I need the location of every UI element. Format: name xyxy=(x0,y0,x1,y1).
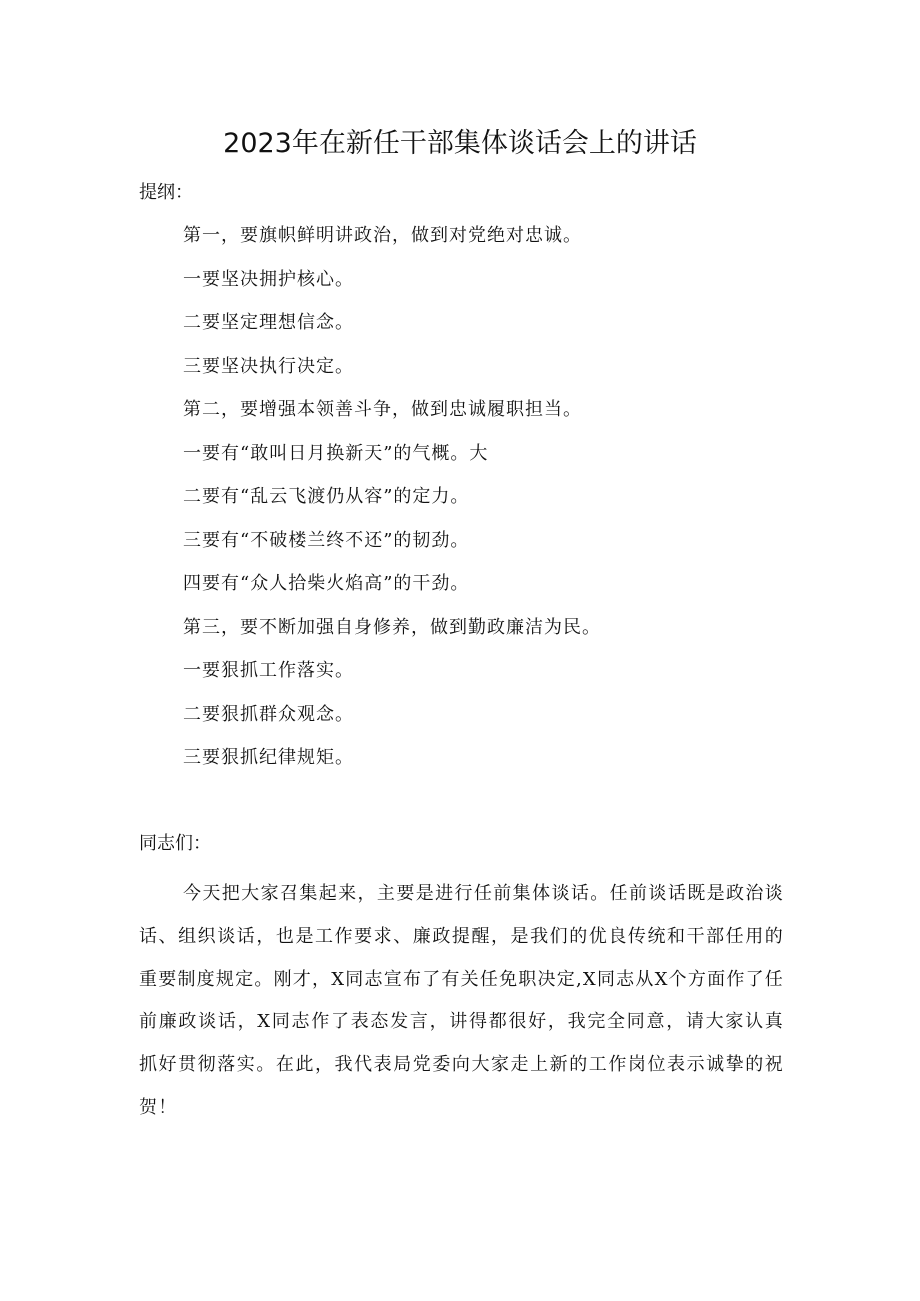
outline-item: 第一，要旗帜鲜明讲政治，做到对党绝对忠诚。 xyxy=(183,225,582,246)
outline-item: 三要狠抓纪律规矩。 xyxy=(183,747,354,768)
greeting: 同志们： xyxy=(139,833,211,854)
outline-item: 二要坚定理想信念。 xyxy=(183,312,354,333)
outline-item: 三要有“不破楼兰终不还”的韧劲。 xyxy=(183,529,470,551)
outline-item: 二要有“乱云飞渡仍从容”的定力。 xyxy=(183,486,470,507)
outline-item: 一要狠抓工作落实。 xyxy=(183,660,354,681)
outline-list xyxy=(183,222,601,788)
outline-item: 四要有“众人拾柴火焰高”的干劲。 xyxy=(183,573,470,594)
body-paragraph: 今天把大家召集起来，主要是进行任前集体谈话。任前谈话既是政治谈话、组织谈话，也是工作要求、廉政提醒，是我们的优良传统和干部任用的重要制度规定。刚才，X同志宣布了有关任免职决定,X同志从X个方面作了任前廉政谈话，X同志作了表态发言，讲得都很好，我完全同意，请大家认真抓好贯彻落实。在此，我代表局党委向大家走上新的工作岗位表示诚挚的祝贺！ xyxy=(139,883,784,1118)
outline-item: 一要有“敢叫日月换新天”的气概。大 xyxy=(183,442,489,464)
document-title: 2023年在新任干部集体谈话会上的讲话 xyxy=(223,128,697,159)
outline-item: 三要坚决执行决定。 xyxy=(183,355,354,377)
outline-item: 第二，要增强本领善斗争，做到忠诚履职担当。 xyxy=(183,399,582,420)
outline-item: 一要坚决拥护核心。 xyxy=(183,268,354,290)
outline-item: 第三，要不断加强自身修养，做到勤政廉洁为民。 xyxy=(183,616,601,638)
outline-item: 二要狠抓群众观念。 xyxy=(183,703,354,725)
outline-label: 提纲： xyxy=(139,182,193,203)
